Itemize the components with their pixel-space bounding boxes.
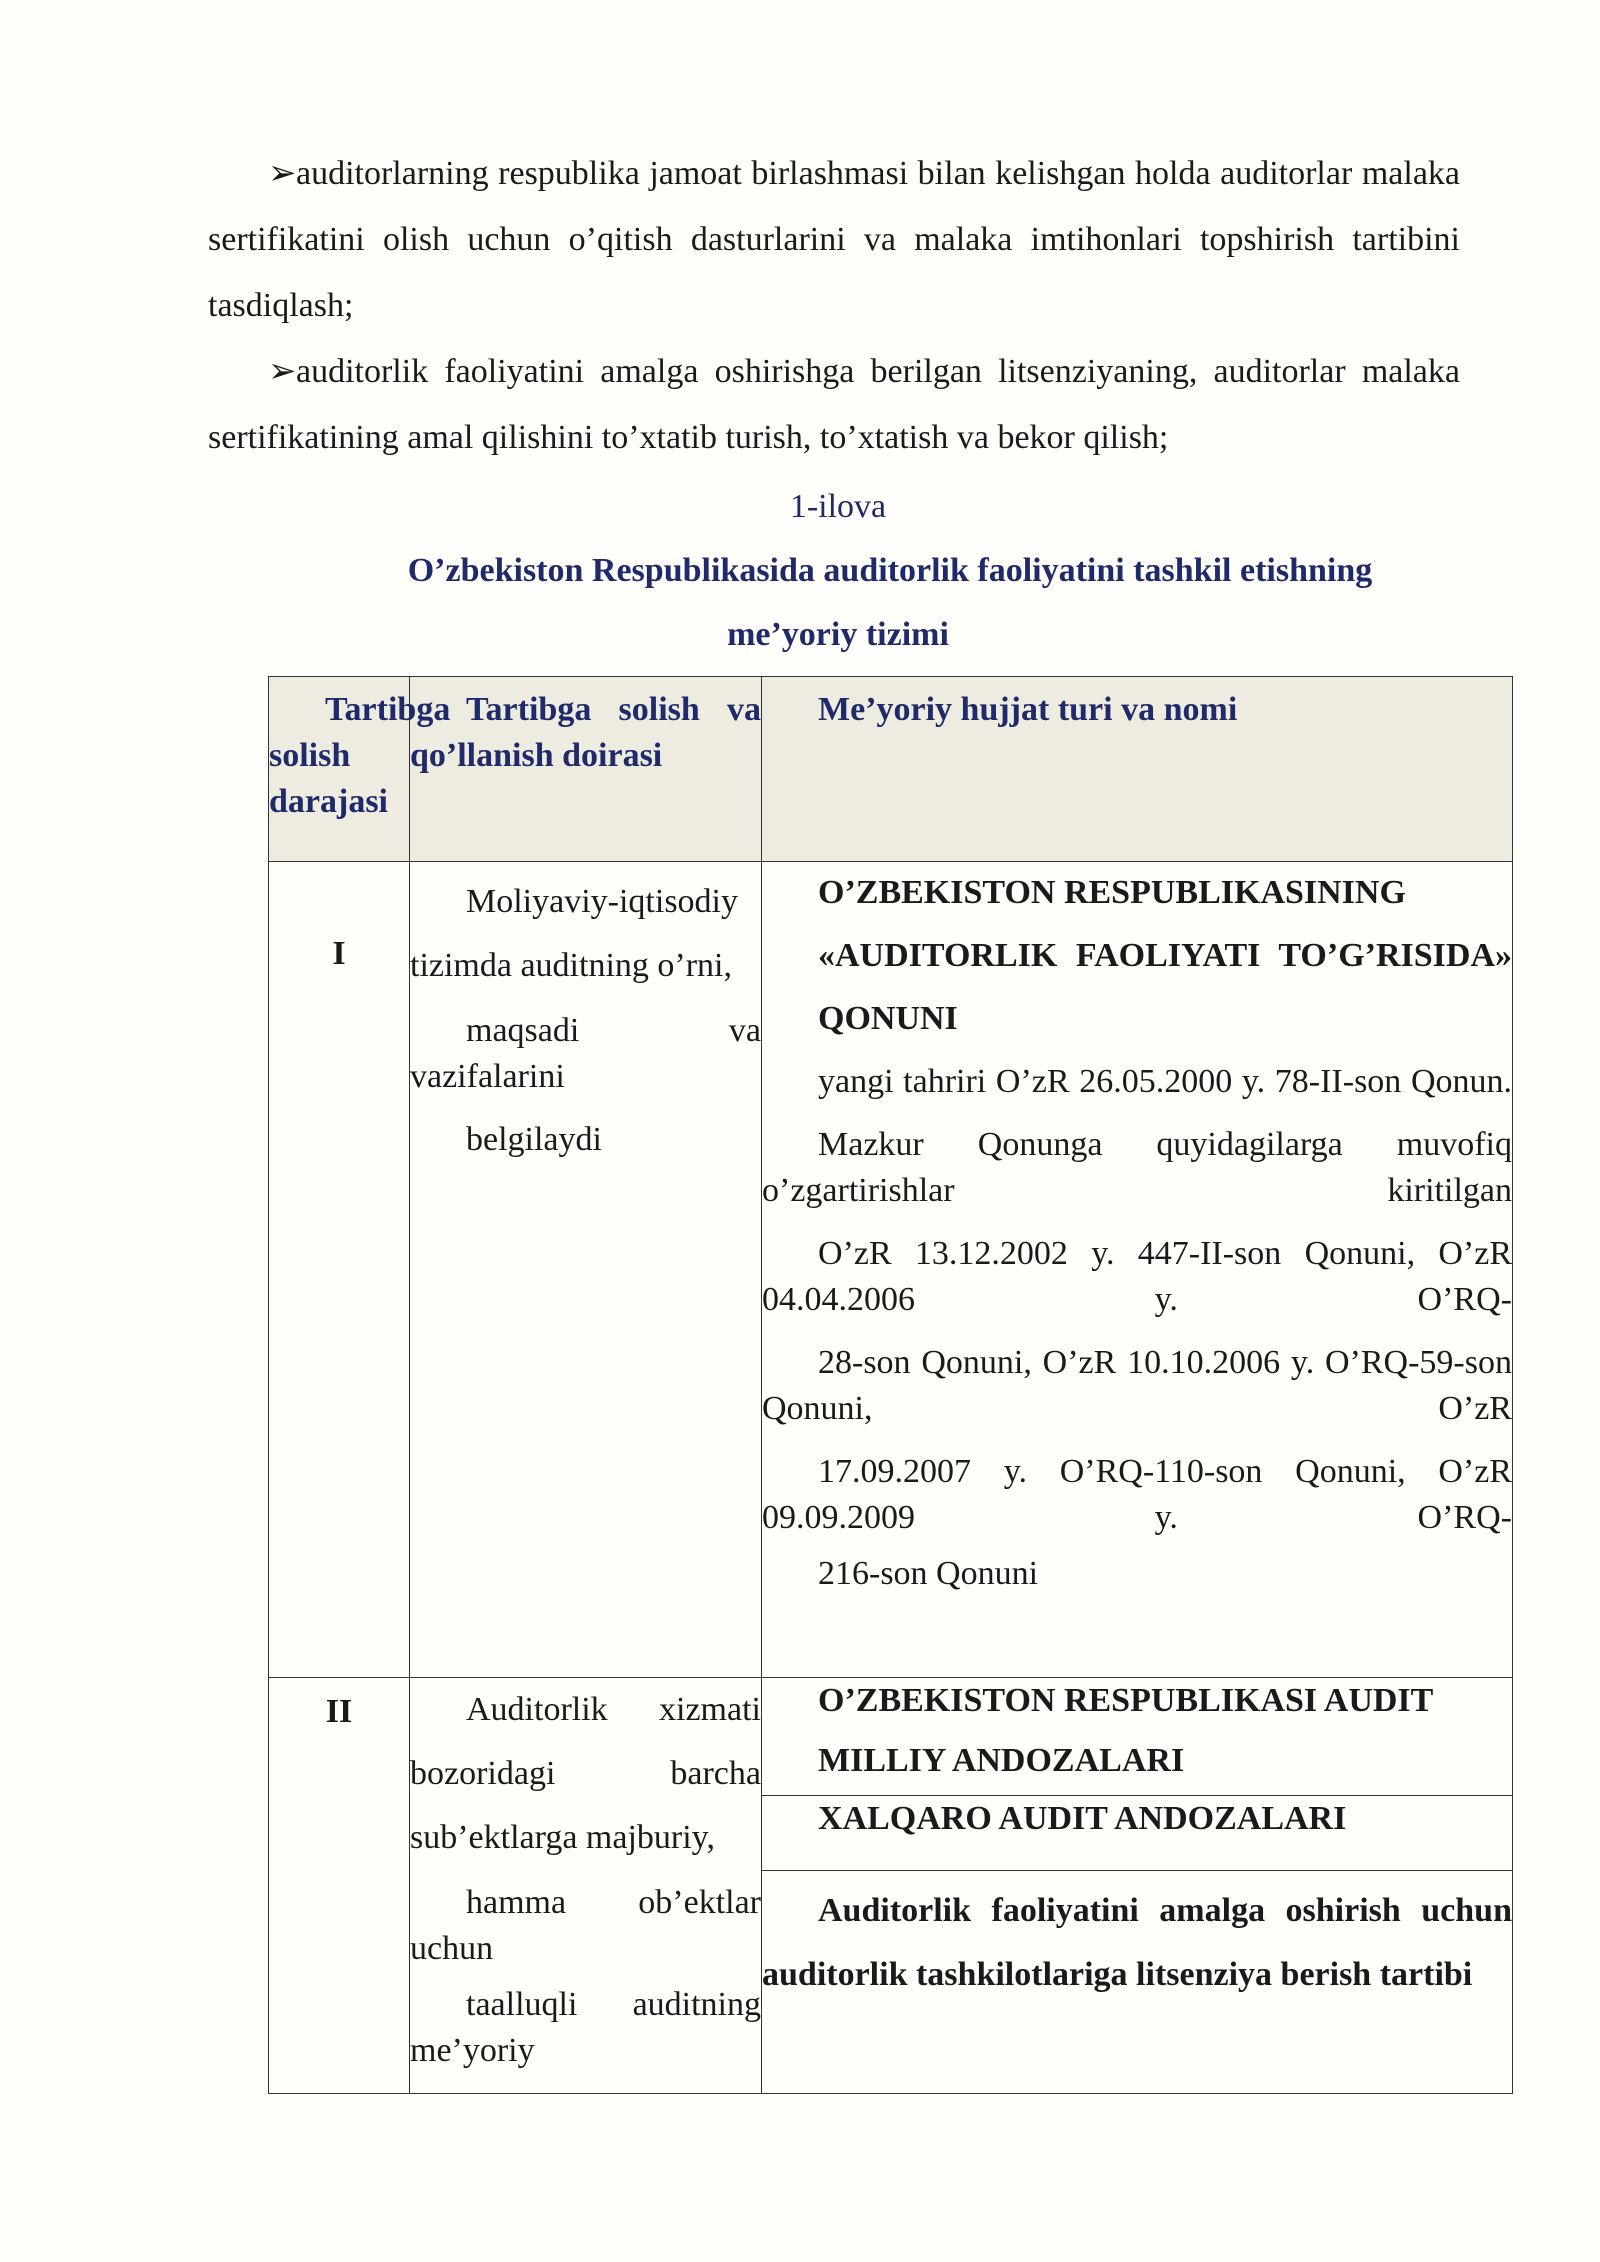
header-document: Me’yoriy hujjat turi va nomi: [762, 677, 1513, 862]
level-cell: [269, 862, 410, 1678]
normative-system-table: [268, 676, 1513, 2094]
bullet-paragraph-2: [208, 339, 1460, 471]
level-numeral: II: [325, 1693, 353, 1730]
document-title: «AUDITORLIK FAOLIYATI TO’G’RISIDA»: [818, 937, 1512, 974]
level-cell: [269, 1678, 410, 2094]
scope-text: belgilaydi: [466, 1121, 602, 1158]
document-cell: [762, 1678, 1513, 2094]
level-numeral: I: [332, 935, 346, 972]
arrow-bullet-icon: ➢: [268, 155, 297, 192]
scope-text: hamma ob’ektlar uchun: [410, 1884, 761, 1967]
document-cell: [762, 862, 1513, 1678]
scope-text: maqsadi va vazifalarini: [410, 1012, 761, 1095]
document-title: O’ZBEKISTON RESPUBLIKASINING: [818, 874, 1406, 911]
document-block: [762, 1795, 1512, 1870]
paragraph-text: auditorlarning respublika jamoat birlashmasi bilan kelishgan holda auditorlar malaka sertifikatini olish uchun o’qitish dasturlarini va malaka imtihonlari topshirish tartibini tasdiqlash;: [208, 155, 1460, 324]
table-header-row: [269, 677, 1513, 862]
document-title: Auditorlik faoliyatini amalga oshirish uchun auditorlik tashkilotlariga litsenziya berish tartibi: [762, 1892, 1512, 1993]
document-title: O’ZBEKISTON RESPUBLIKASI AUDIT: [818, 1682, 1434, 1719]
document-line: Mazkur Qonunga quyidagilarga muvofiq o’zgartirishlar kiritilgan: [762, 1126, 1512, 1209]
header-scope: Tartibga solish va qo’llanish doirasi: [410, 677, 762, 862]
arrow-bullet-icon: ➢: [268, 353, 297, 390]
appendix-label: 1-ilova: [789, 488, 887, 525]
document-line: 216-son Qonuni: [818, 1555, 1039, 1592]
document-line: 28-son Qonuni, O’zR 10.10.2006 y. O’RQ-59-son Qonuni, O’zR: [762, 1344, 1512, 1427]
document-title: XALQARO AUDIT ANDOZALARI: [818, 1800, 1347, 1837]
header-regulation-level: Tartibga solish darajasi: [269, 677, 410, 862]
document-line: O’zR 13.12.2002 y. 447-II-son Qonuni, O’zR 04.04.2006 y. O’RQ-: [762, 1235, 1512, 1318]
document-block: [762, 1870, 1512, 2007]
scope-cell: [410, 1678, 762, 2094]
table-title-line-1: O’zbekiston Respublikasida auditorlik faoliyatini tashkil etishning: [407, 552, 1373, 589]
scope-text: taalluqli auditning me’yoriy: [410, 1986, 761, 2069]
scope-text: Auditorlik xizmati bozoridagi barcha sub’ektlarga majburiy,: [410, 1691, 761, 1856]
document-line: yangi tahriri O’zR 26.05.2000 y. 78-II-son Qonun.: [818, 1063, 1512, 1100]
paragraph-text: auditorlik faoliyatini amalga oshirishga berilgan litsenziyaning, auditorlar malaka sertifikatining amal qilishini to’xtatib turish, to’xtatish va bekor qilish;: [208, 353, 1460, 456]
document-block: [762, 1678, 1512, 1795]
table-title-line-2: me’yoriy tizimi: [727, 616, 949, 653]
bullet-paragraph-1: [208, 141, 1460, 339]
scope-text: Moliyaviy-iqtisodiy tizimda auditning o’rni,: [410, 883, 738, 984]
table-row: [269, 1678, 1513, 2094]
scope-cell: [410, 862, 762, 1678]
document-title: QONUNI: [818, 1000, 958, 1037]
document-line: 17.09.2007 y. O’RQ-110-son Qonuni, O’zR 09.09.2009 y. O’RQ-: [762, 1453, 1512, 1536]
table-row: [269, 862, 1513, 1678]
document-title: MILLIY ANDOZALARI: [818, 1742, 1185, 1779]
